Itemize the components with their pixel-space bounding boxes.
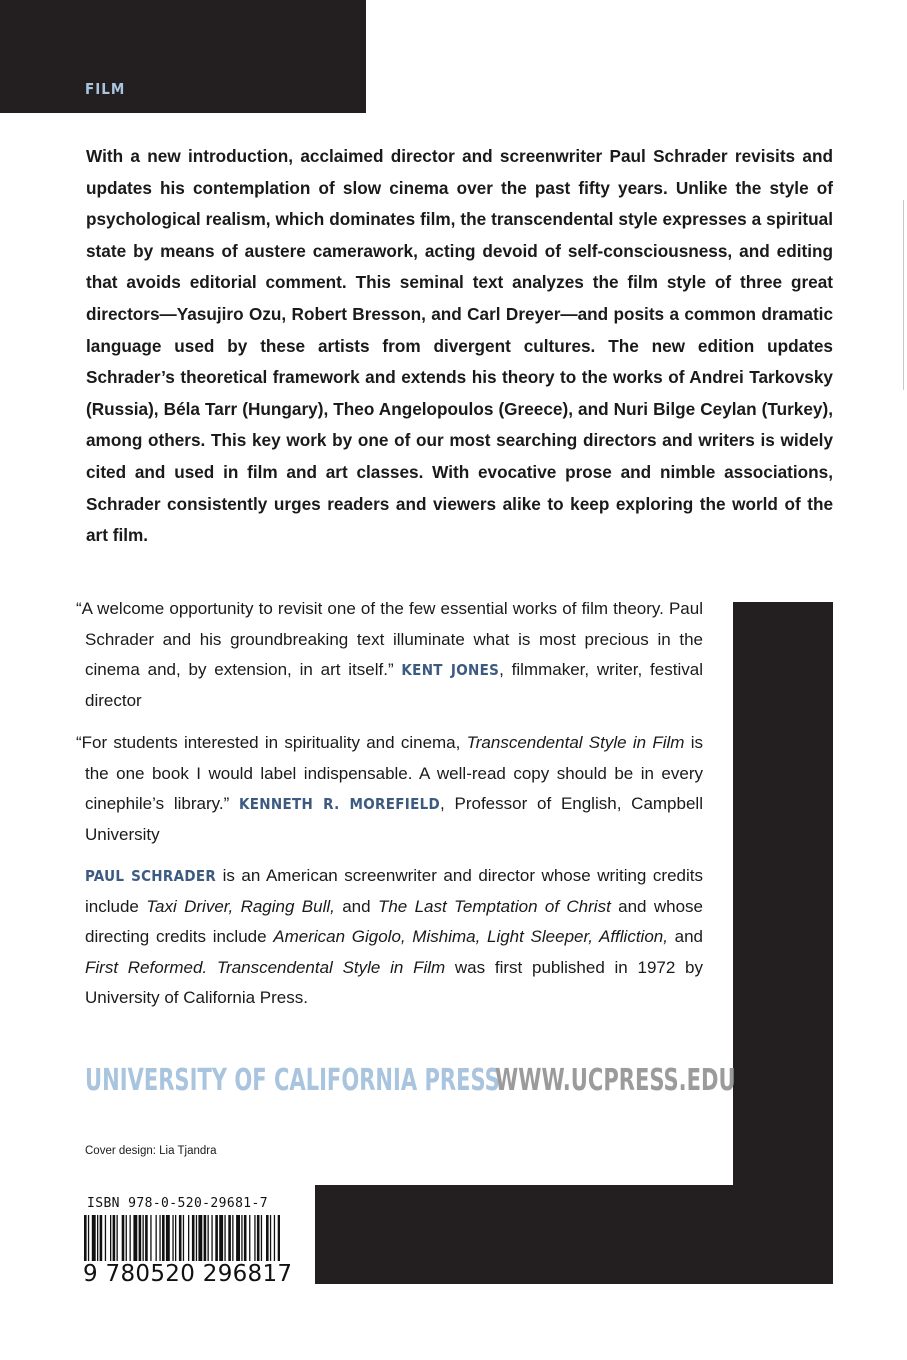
quote-text: “A welcome opportunity to revisit one of the few essential works of film theory. Paul Schrader and his groundbreaking text illuminate what is most precious in the cinema and, by extension, in art itself.”: [76, 599, 703, 680]
bio-book-title: Transcendental Style in Film: [216, 957, 446, 977]
isbn-label: ISBN 978-0-520-29681-7: [87, 1196, 268, 1211]
bio-film-title: The Last Temptation of Christ: [377, 896, 611, 916]
bio-film-title: First Reformed.: [85, 957, 208, 977]
quote-book-title: Transcendental Style in Film: [466, 733, 685, 752]
book-description: With a new introduction, acclaimed director and screenwriter Paul Schrader revisits and updates his contemplation of slow cinema over the past fifty years. Unlike the style of psychological realism, which dominates film, the transcendental style expresses a spiritual state by means of austere camerawork, acting devoid of self-consciousness, and editing that avoids editorial comment. This seminal text analyzes the film style of three great directors—Yasujiro Ozu, Robert Bresson, and Carl Dreyer—and posits a common dramatic language used by these artists from divergent cultures. The new edition updates Schrader’s theoretical framework and extends his theory to the works of Andrei Tarkovsky (Russia), Béla Tarr (Hungary), Theo Angelopoulos (Greece), and Nuri Bilge Ceylan (Turkey), among others. This key work by one of our most searching directors and writers is widely cited and used in film and art classes. With evocative prose and nimble associations, Schrader consistently urges readers and viewers alike to keep exploring the world of the art film.: [86, 146, 833, 546]
bio-film-title: American Gigolo, Mishima, Light Sleeper, Affliction,: [273, 927, 668, 947]
bio-film-title: Taxi Driver, Raging Bull,: [146, 896, 335, 916]
quote-affiliation: , Professor of English, Campbell University: [85, 794, 703, 844]
category-label: FILM: [85, 80, 126, 98]
quote-author: KENT JONES: [401, 661, 500, 680]
bottom-black-block: [315, 1185, 833, 1284]
bio-text: and whose directing credits include: [85, 896, 703, 947]
author-bio: [85, 861, 703, 1014]
spine-line: [903, 200, 904, 390]
quote-author: KENNETH R. MOREFIELD: [239, 795, 441, 814]
barcode-digits: 9 780520 296817: [83, 1261, 293, 1287]
right-black-bar: [733, 602, 833, 1284]
quote-kenneth-morefield: [76, 728, 704, 850]
bio-text: was first published in 1972 by University of California Press.: [85, 957, 703, 1008]
publisher-url[interactable]: WWW.UCPRESS.EDU: [495, 1063, 736, 1098]
quote-text-after: is the one book I would label indispensable. A well-read copy should be in every cinephile’s library.”: [85, 733, 704, 814]
cover-credit: Cover design: Lia Tjandra: [85, 1145, 217, 1157]
bio-text: is an American screenwriter and director whose writing credits include: [85, 866, 703, 916]
bio-text: and: [334, 896, 378, 916]
top-black-block: [0, 0, 366, 113]
quote-kent-jones: [76, 594, 703, 716]
publisher-name: UNIVERSITY OF CALIFORNIA PRESS: [85, 1063, 500, 1098]
quote-affiliation: , filmmaker, writer, festival director: [85, 660, 703, 710]
bio-text: [207, 958, 217, 977]
bio-author-name: PAUL SCHRADER: [85, 867, 217, 885]
bio-text: and: [667, 927, 704, 947]
quote-text-before: “For students interested in spirituality and cinema,: [76, 733, 467, 752]
